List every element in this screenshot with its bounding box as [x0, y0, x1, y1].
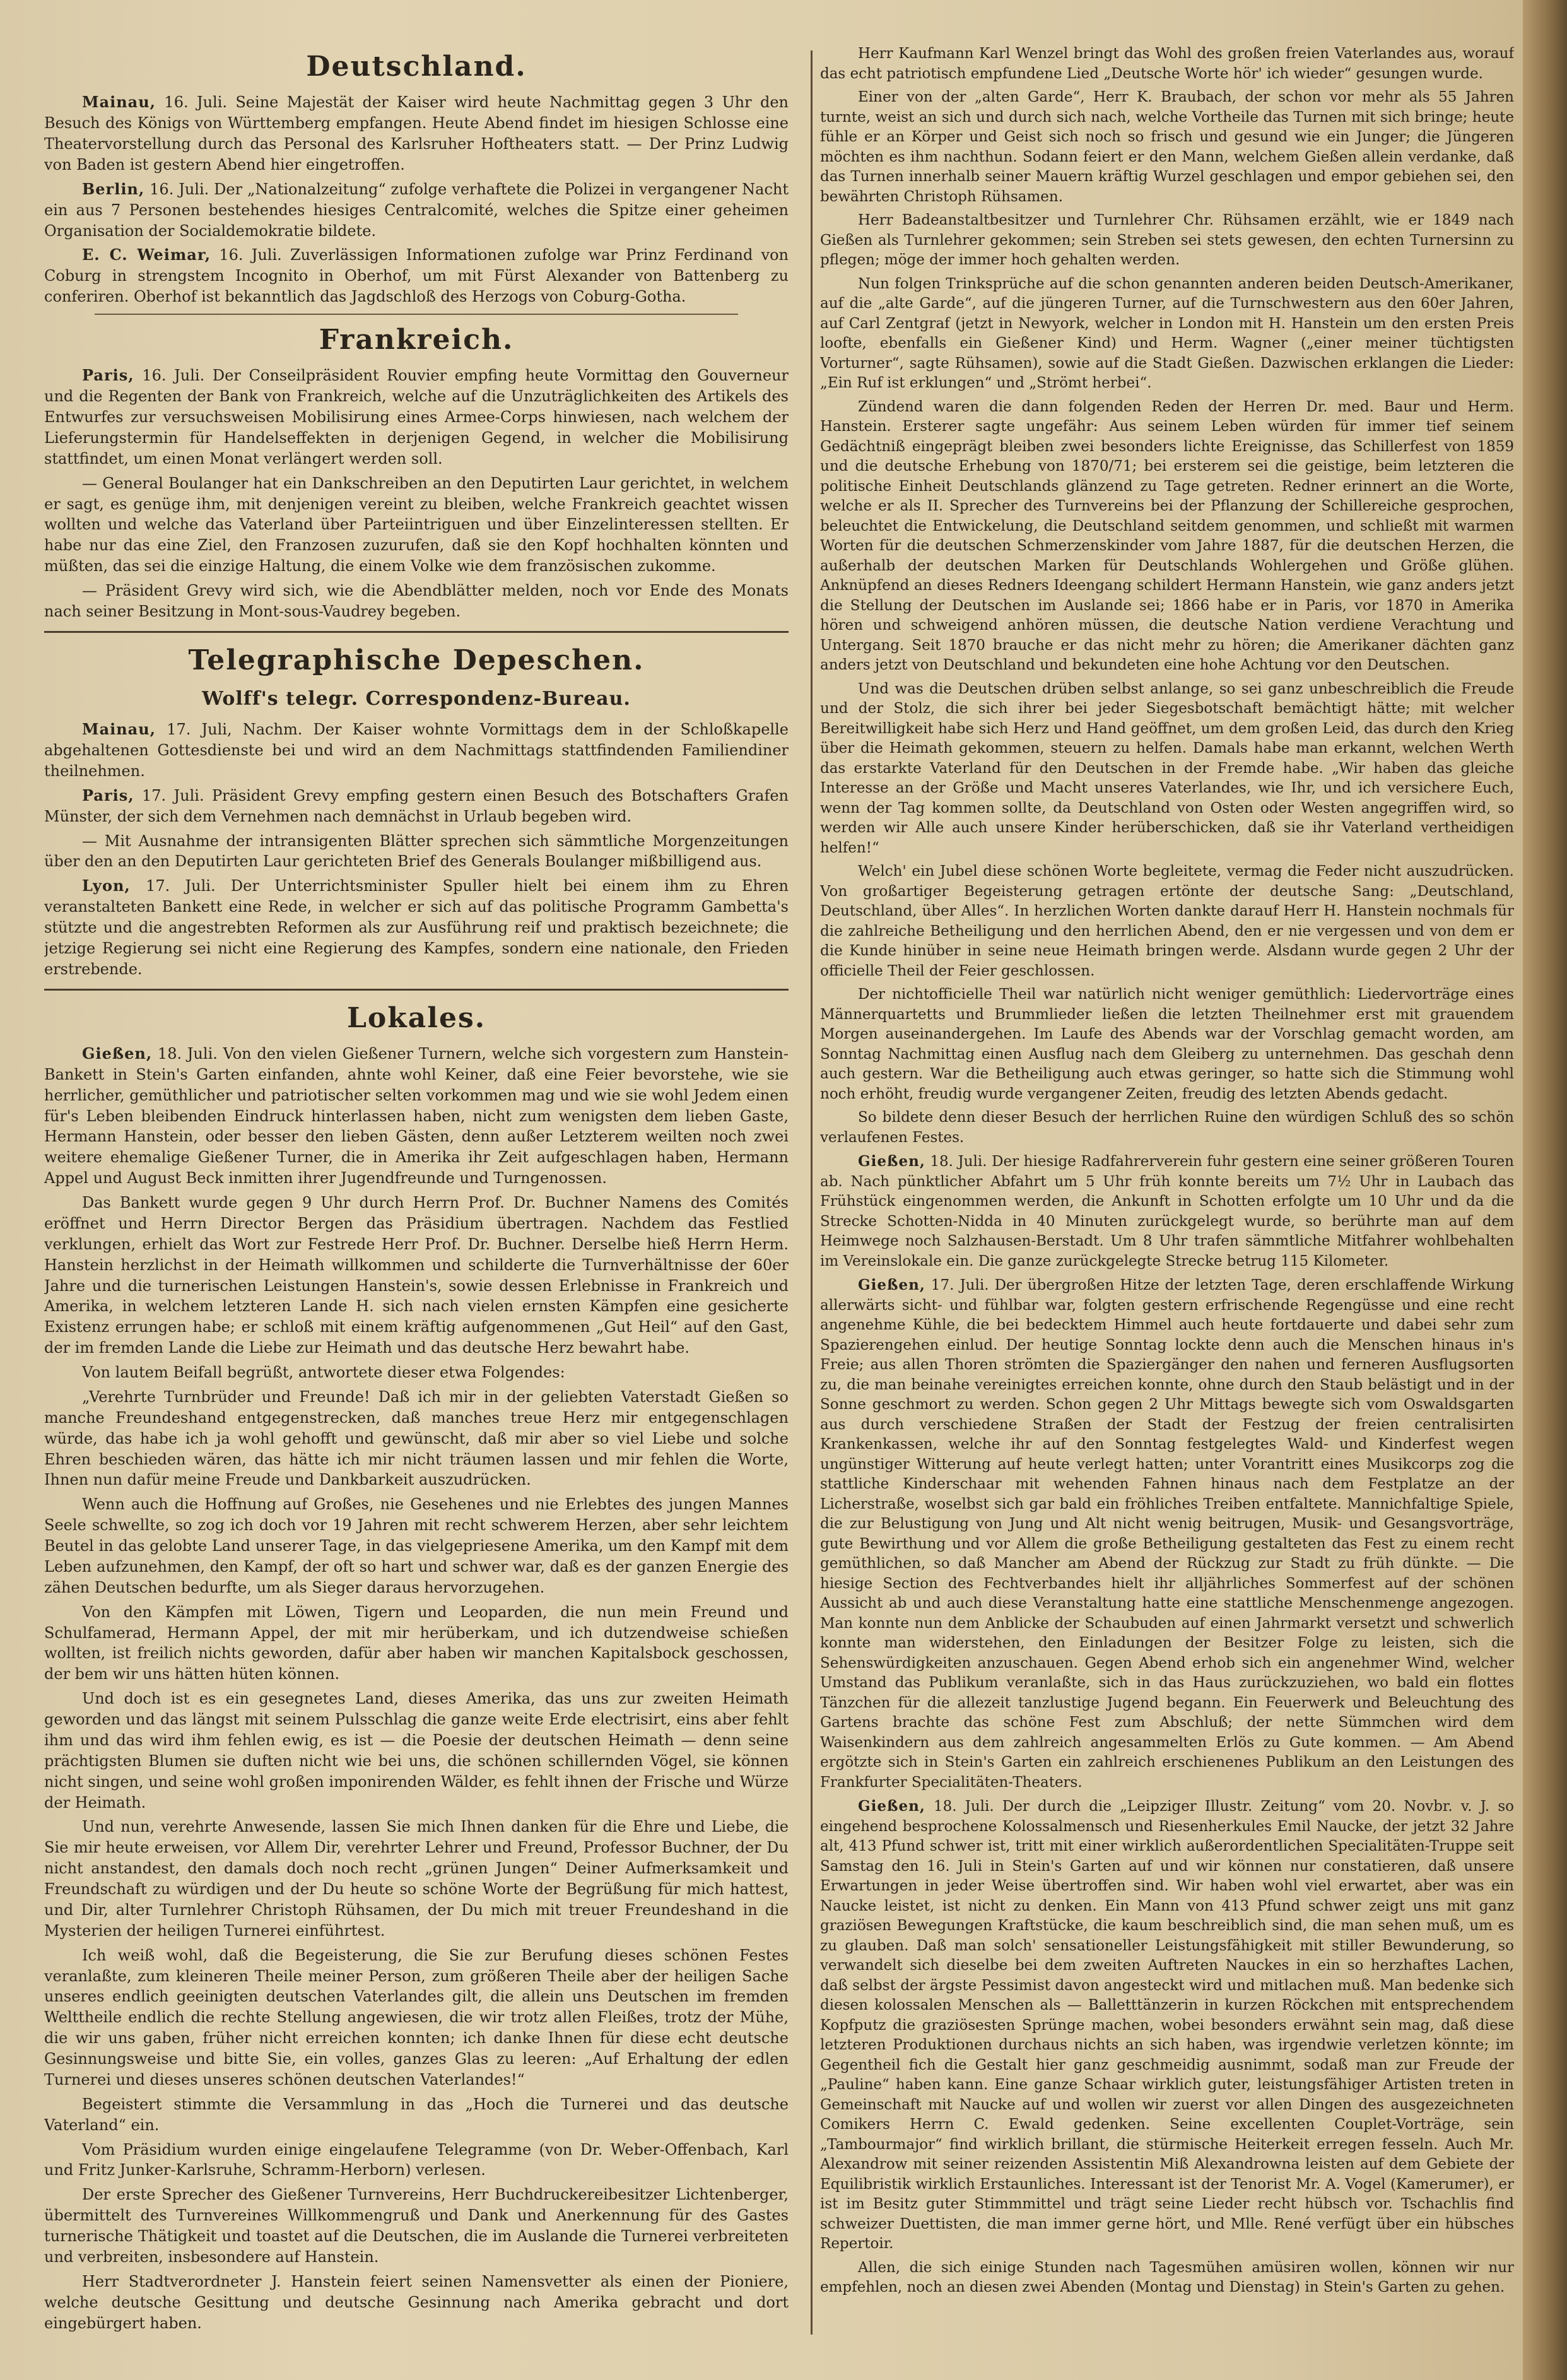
section-heading-deutschland: Deutschland.: [306, 50, 527, 83]
section-deutschland: [44, 92, 789, 307]
article-paragraph: Gießen, 17. Juli. Der übergroßen Hitze der letzten Tage, deren erschlaffende Wirkung allerwärts sicht- und fühlbar war, folgten gestern erfrischende Regengüsse und eine recht angenehme Kühle, die bei bedecktem Himmel auch heute fortdauerte und dabei sehr zum Spazierengehen einlud. Der heutige Sonntag lockte denn auch die Menschen hinaus in's Freie; aus allen Thoren strömten die Spaziergänger den nahen und ferneren Ausflugsorten zu, die man beinahe vereinigtes erreichen konnte, ohne durch den Staub belästigt und in der Sonne geschmort zu werden. Schon gegen 2 Uhr Mittags bewegte sich vom Oswaldsgarten aus durch verschiedene Straßen der Stadt der Festzug der freien centralisirten Krankenkassen, welche ihr auf den Sonntag festgelegtes Wald- und Kinderfest wegen ungünstiger Witterung auf heute verlegt hatten; unter Vorantritt eines Musikcorps zog die stattliche Kinderschaar mit wehenden Fahnen hinaus nach dem Festplatze an der Licherstraße, woselbst sich gar bald ein fröhliches Treiben entfaltete. Mannichfaltige Spiele, die zur Belustigung von Jung und Alt nicht wenig beitrugen, Musik- und Gesangsvorträge, gute Bewirthung und vor Allem die große Betheiligung gestalteten das Fest zu einem recht gemüthlichen, so daß Mancher am Abend der Rückzug zur Stadt zu früh dünkte. — Die hiesige Section des Fechtverbandes hielt ihr alljährliches Sommerfest auf der schönen Aussicht ab und auch diese Veranstaltung hatte eine stattliche Menschenmenge angezogen. Man konnte nun dem Anblicke der Schaubuden auf einen Jahrmarkt versetzt und schwerlich konnte man widerstehen, den Einladungen der Besitzer Folge zu leisten, sich die Sehenswürdigkeiten anzuschauen. Gegen Abend erhob sich ein angenehmer Wind, welcher Umstand das Publikum veranlaßte, sich in das Haus zurückzuziehen, wo bald ein flottes Tänzchen für die allezeit tanzlustige Jugend begann. Ein Feuerwerk und Beleuchtung des Gartens brachte das schöne Fest zum Abschluß; der nette Sümmchen wird dem Waisenkindern aus dem zahlreich angesammelten Erlös zu Gute kommen. — Am Abend ergötzte sich in Stein's Garten ein zahlreich erschienenes Publikum an den Leistungen des Frankfurter Specialitäten-Theaters.: [820, 1276, 1514, 1791]
article-paragraph: Herr Kaufmann Karl Wenzel bringt das Wohl des großen freien Vaterlandes aus, worauf das echt patriotisch empfundene Lied „Deutsche Worte hör' ich wieder“ gesungen wurde.: [820, 45, 1514, 82]
section-heading-frankreich: Frankreich.: [319, 324, 514, 356]
section-lokales: [44, 1044, 789, 2334]
article-paragraph: Von lautem Beifall begrüßt, antwortete dieser etwa Folgendes:: [82, 1364, 565, 1382]
article-paragraph: — Mit Ausnahme der intransigenten Blätter sprechen sich sämmtliche Morgenzeitungen über den an den Deputirten Laur gerichteten Brief des Generals Boulanger mißbilligend aus.: [44, 832, 789, 871]
section-rule: [95, 314, 738, 315]
article-paragraph: Und doch ist es ein gesegnetes Land, dieses Amerika, das uns zur zweiten Heimath geworden und das längst mit seinem Pulsschlag die ganze weite Erde electrisirt, eins aber fehlt ihm und das wird ihm fehlen ewig, es ist — die Poesie der deutschen Heimath — denn seine prächtigsten Blumen sie duften nicht wie bei uns, die schönen schillernden Vögel, sie können nicht singen, und seine wohl großen imponirenden Wälder, es fehlt ihnen der Frische und Würze der Heimath.: [44, 1690, 789, 1812]
article-paragraph: Von den Kämpfen mit Löwen, Tigern und Leoparden, die nun mein Freund und Schulfamerad, Hermann Appel, der mit mir herüberkam, und ich dutzendweise schießen wollten, ist freilich nichts geworden, dafür aber haben wir manchen Kapitalsbock geschossen, der bem wir uns hätten hüten können.: [44, 1603, 789, 1683]
article-paragraph: Einer von der „alten Garde“, Herr K. Braubach, der schon vor mehr als 55 Jahren turnte, weist an sich und durch sich nach, welche Vortheile das Turnen mit sich bringe; heute fühle er an Körper und Geist sich noch so frisch und gesund wie ein Junger; die Jüngeren möchten es ihm nachthun. Sodann feiert er den Mann, welchem Gießen allein verdanke, daß das Turnen innerhalb seiner Mauern kräftig Wurzel geschlagen und empor gebiehen sei, den bewährten Christoph Rühsamen.: [820, 89, 1514, 205]
right-column: [820, 44, 1514, 2353]
section-rule: [44, 631, 789, 633]
article-paragraph: Gießen, 18. Juli. Der durch die „Leipziger Illustr. Zeitung“ vom 20. Novbr. v. J. so eingehend besprochene Kolossalmensch und Riesenherkules Emil Naucke, der jetzt 32 Jahre alt, 413 Pfund schwer ist, tritt mit einer wirklich außerordentlichen Specialitäten-Truppe seit Samstag den 16. Juli in Stein's Garten auf und wir können nur constatieren, daß unsere Erwartungen in jeder Weise übertroffen sind. Wir haben wohl viel erwartet, aber was ein Naucke leistet, ist nicht zu denken. Ein Mann von 413 Pfund schwer zeigt uns mit ganz graziösen Bewegungen Kraftstücke, die kaum beschreiblich sind, die man sehen muß, um es zu glauben. Daß man solch' sensationeller Leistungsfähigkeit mit stiller Bewunderung, so verwandelt sich dieselbe bei dem zweiten Auftreten Nauckes in ein so herzhaftes Lachen, daß selbst der ärgste Pessimist davon angesteckt wird und mitlachen muß. Man bedenke sich diesen kolossalen Menschen als — Balletttänzerin in kurzen Röckchen mit entsprechendem Kopfputz die graziösesten Sprünge machen, wobei besonders erwähnt sein mag, daß diese letzteren Produktionen durchaus nichts an sich haben, was irgendwie verletzen könnte; im Gegentheil fich die Gestalt hier ganz geschmeidig ausnimmt, sodaß man zur Freude der „Pauline“ haben kann. Eine ganze Schaar wirklich guter, leistungsfähiger Artisten treten in Gemeinschaft mit Naucke auf und wollen wir zuerst vor allen Dingen des ausgezeichneten Comikers Herrn C. Ewald gedenken. Seine excellenten Couplet-Vorträge, sein „Tambourmajor“ find wirklich brillant, die stürmische Heiterkeit erregen fesseln. Auch Mr. Alexandrow mit seiner reizenden Assistentin Miß Alexandrowna leisten auf dem Gebiete der Equilibristik wirklich Erstaunliches. Interessant ist der Tenorist Mr. A. Vogel (Kamerumer), er ist im Besitz guter Stimmmittel und trägt seine Lieder recht hübsch vor. Tschachlis find schweizer Duettisten, die man immer gerne hört, und Mlle. René verfügt über ein hübsches Repertoir.: [820, 1798, 1514, 2252]
article-paragraph: Herr Stadtverordneter J. Hanstein feiert seinen Namensvetter als einen der Pioniere, welche deutsche Gesittung und deutsche Gesinnung nach Amerika gebracht und dort eingebürgert haben.: [44, 2272, 789, 2332]
section-rule: [44, 989, 789, 991]
article-paragraph: Das Bankett wurde gegen 9 Uhr durch Herrn Prof. Dr. Buchner Namens des Comités eröffnet und Herrn Director Bergen das Präsidium übertragen. Nachdem das Festlied verklungen, erhielt das Wort zur Festrede Herr Prof. Dr. Buchner. Derselbe hieß Herrn Herm. Hanstein herzlichst in der Heimath willkommen und schilderte die Turnverhältnisse der 60er Jahre und die turnerischen Leistungen Hanstein's, sowie dessen Erlebnisse in Frankreich und Amerika, in welchem letzteren Lande H. sich nach vielen ernsten Kämpfen eine gesicherte Existenz errungen habe; er schloß mit einem kräftig aufgenommenen „Gut Heil“ auf den Gast, der im fremden Lande die Liebe zur Heimath und das deutsche Herz bewahrt habe.: [44, 1194, 789, 1357]
article-paragraph: Herr Badeanstaltbesitzer und Turnlehrer Chr. Rühsamen erzählt, wie er 1849 nach Gießen als Turnlehrer gekommen; sein Streben sei stets gewesen, den echten Turnersinn zu pflegen; möge der immer hoch gehalten werden.: [820, 212, 1514, 268]
article-paragraph: Der erste Sprecher des Gießener Turnvereins, Herr Buchdruckereibesitzer Lichtenberger, übermittelt des Turnvereines Willkommengruß und Dank und Anerkennung für des Gastes turnerische Thätigkeit und toastet auf die Deutschen, die im Auslande die Turnerei verbreiteten und verbreiten, insbesondere auf Hanstein.: [44, 2186, 789, 2266]
article-paragraph: E. C. Weimar, 16. Juli. Zuverlässigen Informationen zufolge war Prinz Ferdinand von Coburg in strengstem Incognito in Oberhof, um mit Fürst Alexander von Battenberg zu conferiren. Oberhof ist bekanntlich das Jagdschloß des Herzogs von Coburg-Gotha.: [44, 245, 789, 306]
article-paragraph: Wenn auch die Hoffnung auf Großes, nie Gesehenes und nie Erlebtes des jungen Mannes Seele schwellte, so zog ich doch vor 19 Jahren mit recht schwerem Herzen, aber sehr leichtem Beutel in das gelobte Land unserer Tage, in das vielgepriesene Amerika, um den Kampf mit dem Leben aufzunehmen, den Kampf, der oft so hart und schwer war, daß es der ganzen Energie des zähen Deutschen bedurfte, um als Sieger daraus hervorzugehen.: [44, 1495, 789, 1596]
book-binding-edge: [1523, 0, 1567, 2380]
article-paragraph: — Präsident Grevy wird sich, wie die Abendblätter melden, noch vor Ende des Monats nach seiner Besitzung in Mont-sous-Vaudrey begeben.: [44, 582, 789, 620]
article-paragraph: Und was die Deutschen drüben selbst anlange, so sei ganz unbeschreiblich die Freude und der Stolz, die sich ihrer bei jeder Siegesbotschaft bemächtigt hätte; mit welcher Bereitwilligkeit habe sich Herz und Hand geöffnet, um dem großen Leid, das durch den Krieg über die Heimath gekommen, steuern zu helfen. Damals habe man erkannt, welchen Werth das erstarkte Vaterland für den Deutschen in der Fremde habe. „Wir haben das gleiche Interesse an der Größe und Macht unseres Vaterlandes, wie Ihr, und ich versichere Euch, wenn der Tag kommen sollte, da Deutschland von Osten oder Westen angegriffen wird, so werden wir Alle auch unsere Kinder herüberschicken, daß sie ihr Vaterland vertheidigen helfen!“: [820, 680, 1514, 856]
section-frankreich: [44, 365, 789, 622]
article-paragraph: Mainau, 16. Juli. Seine Majestät der Kaiser wird heute Nachmittag gegen 3 Uhr den Besuch des Königs von Württemberg empfangen. Heute Abend findet im hiesigen Schlosse eine Theatervorstellung durch das Personal des Karlsruher Hoftheaters statt. — Der Prinz Ludwig von Baden ist gestern Abend hier eingetroffen.: [44, 93, 789, 174]
left-column: [44, 44, 789, 2353]
article-paragraph: Allen, die sich einige Stunden nach Tagesmühen amüsiren wollen, können wir nur empfehlen, noch an diesen zwei Abenden (Montag und Dienstag) in Stein's Garten zu gehen.: [820, 2259, 1514, 2295]
column-divider: [811, 50, 813, 2335]
article-paragraph: Und nun, verehrte Anwesende, lassen Sie mich Ihnen danken für die Ehre und Liebe, die Sie mir heute erweisen, vor Allem Dir, verehrter Lehrer und Freund, Professor Buchner, der Du nicht anstandest, den damals doch noch recht „grünen Jungen“ Deiner Aufmerksamkeit und Freundschaft zu würdigen und der Du heute so schöne Worte der Begrüßung für mich hattest, und Dir, alter Turnlehrer Christoph Rühsamen, der Du mich mit treuer Freundeshand in die Mysterien der heiligen Turnerei einführtest.: [44, 1818, 789, 1940]
article-paragraph: So bildete denn dieser Besuch der herrlichen Ruine den würdigen Schluß des so schön verlaufenen Festes.: [820, 1109, 1514, 1146]
subheading-wolff-bureau: Wolff's telegr. Correspondenz-Bureau.: [202, 688, 631, 710]
article-paragraph: Paris, 17. Juli. Präsident Grevy empfing gestern einen Besuch des Botschafters Grafen Münster, der sich dem Vernehmen nach demnächst in Urlaub begeben wird.: [44, 786, 789, 825]
section-heading-telegraphische-depeschen: Telegraphische Depeschen.: [188, 644, 645, 676]
article-paragraph: Gießen, 18. Juli. Von den vielen Gießener Turnern, welche sich vorgestern zum Hanstein-Bankett in Stein's Garten einfanden, ahnte wohl Keiner, daß eine Feier bevorstehe, wie sie herrlicher, gemüthlicher und patriotischer selten vorkommen mag und wie sie wohl Jedem einen für's Leben bleibenden Eindruck hinterlassen haben, nicht zum wenigsten dem lieben Gaste, Hermann Hanstein, oder besser den lieben Gästen, denn außer Letzterem weilten noch zwei weitere ehemalige Gießener Turner, die in Amerika ihr Zeit aufgeschlagen haben, Hermann Appel und August Beck inmitten ihrer Jugendfreunde und Turngenossen.: [44, 1044, 789, 1187]
section-telegraphische-depeschen: [44, 719, 789, 980]
article-paragraph: Berlin, 16. Juli. Der „Nationalzeitung“ zufolge verhaftete die Polizei in vergangener Nacht ein aus 7 Personen bestehendes hiesiges Centralcomité, welches die Spitze einer geheimen Organisation der Socialdemokratie bildete.: [44, 179, 789, 240]
article-paragraph: Der nichtofficielle Theil war natürlich nicht weniger gemüthlich: Liedervorträge eines Männerquartetts und Brummlieder ließen die letzten Theilnehmer erst mit grauendem Morgen auseinandergehen. Im Laufe des Abends war der Vorschlag gemacht worden, am Sonntag Nachmittag einen Ausflug nach dem Gleiberg zu unternehmen. Das geschah denn auch gestern. War die Betheiligung auch etwas geringer, so hatte sich die Stimmung wohl noch erhöht, freudig wurde vergangener Zeiten, freudig des letzten Abends gedacht.: [820, 986, 1514, 1102]
article-paragraph: Mainau, 17. Juli, Nachm. Der Kaiser wohnte Vormittags dem in der Schloßkapelle abgehaltenen Gottesdienste bei und wird an dem Nachmittags stattfindenden Familiendiner theilnehmen.: [44, 720, 789, 780]
article-paragraph: Lyon, 17. Juli. Der Unterrichtsminister Spuller hielt bei einem ihm zu Ehren veranstalteten Bankett eine Rede, in welcher er sich auf das politische Programm Gambetta's stützte und die angestrebten Reformen als zur Ausführung reif und praktisch bezeichnete; die jetzige Regierung sei nicht eine Regierung des Kampfes, sondern eine nationale, den Frieden erstrebende.: [44, 876, 789, 978]
article-paragraph: Begeistert stimmte die Versammlung in das „Hoch die Turnerei und das deutsche Vaterland“ ein.: [44, 2095, 789, 2134]
article-paragraph: Vom Präsidium wurden einige eingelaufene Telegramme (von Dr. Weber-Offenbach, Karl und Fritz Junker-Karlsruhe, Schramm-Herborn) verlesen.: [44, 2140, 789, 2179]
article-paragraph: „Verehrte Turnbrüder und Freunde! Daß ich mir in der geliebten Vaterstadt Gießen so manche Freundeshand entgegenstrecken, daß manches treue Herz mir entgegenschlagen würde, das habe ich ja wohl gehofft und gewünscht, daß mir aber so viel Liebe und solche Ehren beschieden wären, das hätte ich mir nicht träumen lassen und mir fehlen die Worte, Ihnen nun dafür meine Freude und Dankbarkeit auszudrücken.: [44, 1387, 789, 1489]
article-paragraph: Welch' ein Jubel diese schönen Worte begleitete, vermag die Feder nicht auszudrücken. Von großartiger Begeisterung getragen ertönte der deutsche Sang: „Deutschland, Deutschland, über Alles“. In herzlichen Worten dankte darauf Herr H. Hanstein nochmals für die zahlreiche Betheiligung und den herrlichen Abend, den er nie vergessen und von dem er die Kunde hinüber in seine neue Heimath bringen werde. Alsdann wurde gegen 2 Uhr der officielle Theil der Feier geschlossen.: [820, 863, 1514, 979]
section-heading-lokales: Lokales.: [346, 1001, 486, 1034]
article-paragraph: Paris, 16. Juli. Der Conseilpräsident Rouvier empfing heute Vormittag den Gouverneur und die Regenten der Bank von Frankreich, welche auf die Unzuträglichkeiten des Artikels des Entwurfes zur versuchsweisen Mobilisirung eines Armee-Corps hinwiesen, nach welchem der Lieferungstermin für Handelseffekten in derjenigen Gegend, in welcher die Mobilisirung stattfindet, um einen Monat verlängert werden soll.: [44, 366, 789, 468]
article-paragraph: Zündend waren die dann folgenden Reden der Herren Dr. med. Baur und Herm. Hanstein. Ersterer sagte ungefähr: Aus seinem Leben würden für immer tief seinem Gedächtniß eingeprägt bleiben zwei besonders lichte Ereignisse, das Schillerfest von 1859 und die deutsche Erhebung von 1870/71; bei ersterem sei die geistige, beim letzteren die politische Einheit Deutschlands glänzend zu Tage getreten. Redner erinnert an die Worte, welche er als II. Sprecher des Turnvereins bei der Pflanzung der Schillereiche gesprochen, beleuchtet die Entwickelung, die Deutschland seitdem genommen, und schließt mit warmen Worten für die deutschen Schmerzenskinder vom Jahre 1887, für die deutschen Herzen, die außerhalb der deutschen Marken für Deutschlands Wohlergehen und Größe glühen. Anknüpfend an dieses Redners Ideengang schildert Hermann Hanstein, wie ganz anders jetzt die Stellung der Deutschen im Auslande sei; 1866 habe er in Paris, vor 1870 in Amerika hören und schweigend anhören müssen, die deutsche Nation verdiene Verachtung und Untergang. Seit 1870 brauche er das nicht mehr zu hören; die Amerikaner dächten ganz anders jetzt von Deutschland und bekundeten eine hohe Achtung vor den Deutschen.: [820, 398, 1514, 673]
article-paragraph: Gießen, 18. Juli. Der hiesige Radfahrerverein fuhr gestern eine seiner größeren Touren ab. Nach pünktlicher Abfahrt um 5 Uhr früh konnte bereits um 7½ Uhr in Laubach das Frühstück eingenommen werden, die Ankunft in Schotten erfolgte um 10 Uhr und da die Strecke Schotten-Nidda in 40 Minuten zurückgelegt wurde, so berührte man auf dem Heimwege noch Salzhausen-Berstadt. Um 8 Uhr trafen sämmtliche Mitfahrer wohlbehalten im Vereinslokale ein. Die ganze zurückgelegte Strecke betrug 115 Kilometer.: [820, 1153, 1514, 1270]
article-paragraph: Nun folgen Trinksprüche auf die schon genannten anderen beiden Deutsch-Amerikaner, auf die „alte Garde“, auf die jüngeren Turner, auf die Turnschwestern aus den 60er Jahren, auf Carl Zentgraf (jetzt in Newyork, welcher in London mit H. Hanstein um den ersten Preis loofte, ebenfalls ein Gießener Kind) und Herm. Wagner („einer meiner tüchtigsten Vorturner“, sagte Rühsamen), sowie auf die Stadt Gießen. Dazwischen erklangen die Lieder: „Ein Ruf ist erklungen“ und „Strömt herbei“.: [820, 275, 1514, 391]
article-paragraph: — General Boulanger hat ein Dankschreiben an den Deputirten Laur gerichtet, in welchem er sagt, es genüge ihm, mit denjenigen vereint zu bleiben, welche Frankreich geachtet wissen wollten und welche das Vaterland über Parteiintriguen und über Einzelinteressen stellten. Er habe nur das eine Ziel, den Franzosen zuzurufen, daß sie den Kopf hochhalten könnten und müßten, das sei die einzige Haltung, die einem Volke wie dem französischen zukomme.: [44, 474, 789, 575]
article-paragraph: Ich weiß wohl, daß die Begeisterung, die Sie zur Berufung dieses schönen Festes veranlaßte, zum kleineren Theile meiner Person, zum größeren Theile aber der heiligen Sache unseres endlich geeinigten deutschen Vaterlandes gilt, die allein uns Deutschen im fremden Welttheile endlich die rechte Stellung angewiesen, die wir trotz allen Fleißes, trotz der Mühe, die wir uns gaben, früher nicht erreichen konnten; ich danke Ihnen für diese echt deutsche Gesinnungsweise und bitte Sie, ein volles, ganzes Glas zu leeren: „Auf Erhaltung der edlen Turnerei und dieses unseres schönen deutschen Vaterlandes!“: [44, 1946, 789, 2088]
